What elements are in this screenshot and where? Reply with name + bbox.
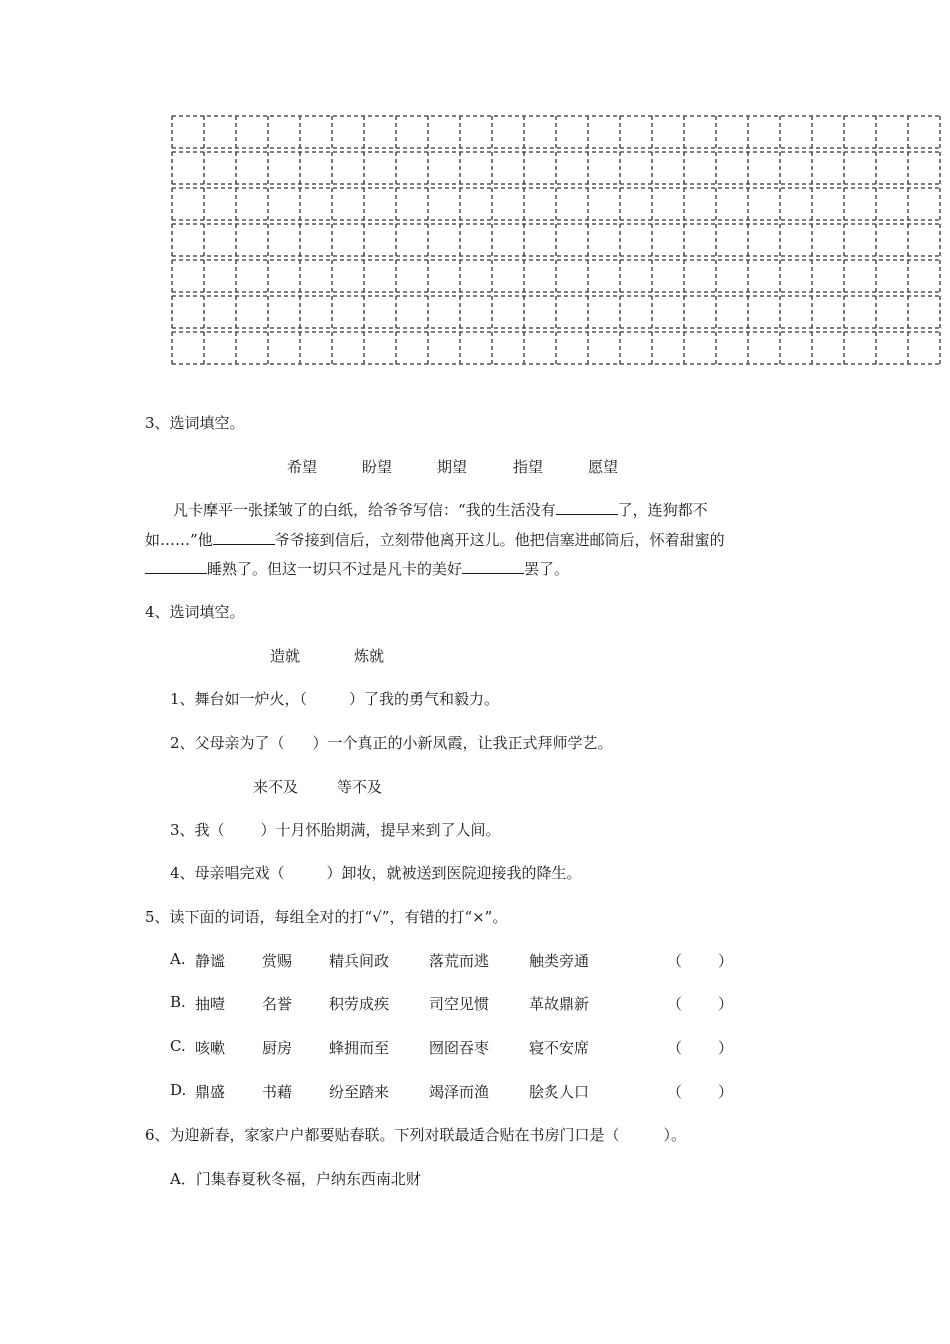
q4-word-2: 炼就 bbox=[354, 647, 385, 665]
q3-blank-2[interactable] bbox=[213, 530, 275, 545]
q4-item-2: 2、父母亲为了（ ）一个真正的小新凤霞，让我正式拜师学艺。 bbox=[170, 734, 613, 752]
q3-word-4: 指望 bbox=[513, 458, 544, 476]
q4-word-1: 造就 bbox=[270, 647, 301, 665]
q3-passage-line-1: 凡卡摩平一张揉皱了的白纸，给爷爷写信：“我的生活没有 了，连狗都不 bbox=[173, 501, 708, 519]
q3-word-2: 盼望 bbox=[362, 458, 393, 476]
q4-item-4: 4、母亲唱完戏（ ）卸妆，就被送到医院迎接我的降生。 bbox=[170, 864, 582, 882]
q3-blank-3[interactable] bbox=[145, 559, 207, 574]
q4-title: 4、选词填空。 bbox=[145, 603, 245, 621]
q4-item-1: 1、舞台如一炉火，（ ）了我的勇气和毅力。 bbox=[170, 690, 500, 708]
q4-item-3: 3、我（ ）十月怀胎期满，提早来到了人间。 bbox=[170, 821, 501, 839]
q5-answer-c-open[interactable]: （ bbox=[667, 1039, 683, 1057]
q6-title: 6、为迎新春，家家户户都要贴春联。下列对联最适合贴在书房门口是（ ）。 bbox=[145, 1126, 687, 1144]
q3-passage-line-2: 如……”他 爷爷接到信后，立刻带他离开这儿。他把信塞进邮筒后，怀着甜蜜的 bbox=[145, 531, 725, 549]
q3-blank-1[interactable] bbox=[556, 500, 618, 515]
q4-word-4: 等不及 bbox=[337, 778, 383, 796]
q3-word-1: 希望 bbox=[287, 458, 318, 476]
q5-answer-d-open[interactable]: （ bbox=[667, 1083, 683, 1101]
q3-blank-4[interactable] bbox=[462, 559, 524, 574]
q3-passage-line-3: 睡熟了。但这一切只不过是凡卡的美好 罢了。 bbox=[145, 558, 569, 579]
q3-word-3: 期望 bbox=[437, 458, 468, 476]
q3-title: 3、选词填空。 bbox=[145, 414, 245, 432]
q6-option-a: A．门集春夏秋冬福，户纳东西南北财 bbox=[170, 1170, 421, 1188]
q4-word-3: 来不及 bbox=[253, 778, 299, 796]
q3-word-5: 愿望 bbox=[588, 458, 619, 476]
q5-title: 5、读下面的词语，每组全对的打“√”，有错的打“×”。 bbox=[145, 908, 508, 926]
q5-answer-b-open[interactable]: （ bbox=[667, 995, 683, 1013]
writing-grid bbox=[170, 114, 946, 374]
q5-answer-a-open[interactable]: （ bbox=[667, 952, 683, 970]
